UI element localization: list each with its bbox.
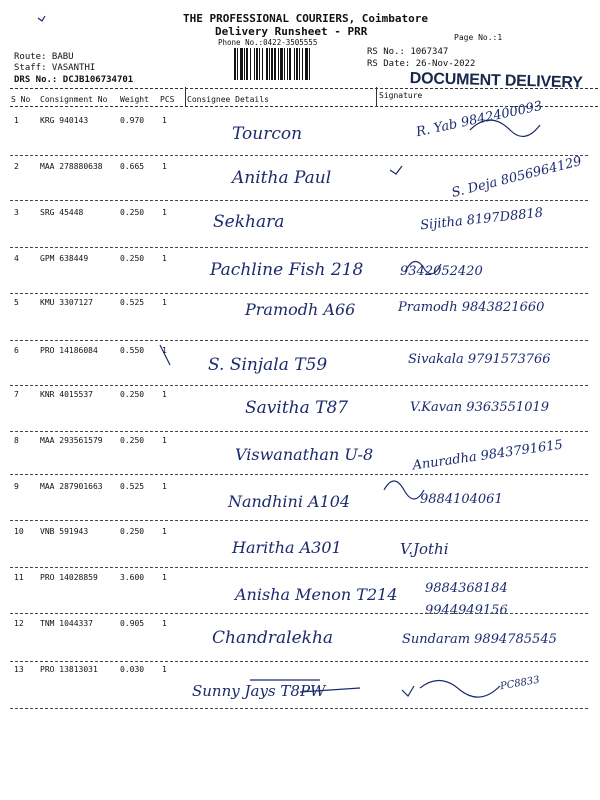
row-weight: 0.250	[120, 254, 145, 263]
row-signature-handwriting: 9884368184 9944949156	[425, 581, 508, 618]
row-consignment: TNM 1044337	[40, 619, 93, 628]
rs-date: RS Date: 26-Nov-2022	[367, 59, 476, 69]
row-consignee-handwriting: Anitha Paul	[232, 168, 332, 188]
drs-label: DRS No.:	[14, 75, 58, 85]
row-weight: 0.905	[120, 619, 145, 628]
row-consignment: KRG 940143	[40, 116, 89, 125]
row-consignment: PRO 14186084	[40, 346, 98, 355]
row-consignee-handwriting: Tourcon	[232, 124, 303, 144]
runsheet-subtitle: Delivery Runsheet - PRR	[215, 25, 368, 38]
row-pcs: 1	[162, 116, 167, 125]
page-number: Page No.:1	[454, 33, 503, 42]
scribble-stroke	[160, 345, 170, 365]
tick-mark	[390, 166, 402, 174]
row-signature-handwriting: V.Kavan 9363551019	[410, 400, 550, 415]
row-sno: 6	[14, 346, 19, 355]
row-sno: 7	[14, 390, 19, 399]
row-pcs: 1	[162, 254, 167, 263]
row-consignment: VNB 591943	[40, 527, 89, 536]
col-consignee: Consignee Details	[187, 95, 269, 104]
row-sno: 5	[14, 298, 19, 307]
row-sno: 1	[14, 116, 19, 125]
row-sno: 13	[14, 665, 24, 674]
row-consignment: PRO 14028859	[40, 573, 98, 582]
scribble-stroke	[384, 481, 424, 499]
row-weight: 0.030	[120, 665, 145, 674]
col-sno: S No	[11, 95, 31, 104]
row-signature-handwriting: Pramodh 9843821660	[398, 300, 545, 315]
row-sno: 11	[14, 573, 24, 582]
row-pcs: 1	[162, 208, 167, 217]
row-sno: 3	[14, 208, 19, 217]
row-consignment: MAA 278880638	[40, 162, 103, 171]
strike-through	[250, 680, 360, 692]
row-signature-handwriting: S. Deja 8056964129	[450, 154, 584, 201]
document-delivery-stamp: DOCUMENT DELIVERY	[409, 70, 583, 92]
row-signature-handwriting: Sivakala 9791573766	[408, 352, 551, 367]
row-consignment: MAA 293561579	[40, 436, 103, 445]
row-pcs: 1	[162, 390, 167, 399]
row-weight: 0.970	[120, 116, 145, 125]
row-pcs: 1	[162, 527, 167, 536]
row-consignment: PRO 13813031	[40, 665, 98, 674]
row-consignee-handwriting: S. Sinjala T59	[208, 355, 328, 375]
row-pcs: 1	[162, 298, 167, 307]
col-weight: Weight	[120, 95, 149, 104]
company-title: THE PROFESSIONAL COURIERS, Coimbatore	[183, 12, 429, 25]
row-pcs: 1	[162, 436, 167, 445]
row-pcs: 1	[162, 346, 167, 355]
col-signature: Signature	[379, 91, 423, 100]
row-weight: 0.525	[120, 482, 145, 491]
corner-mark	[38, 16, 45, 21]
scribble-stroke	[402, 680, 500, 697]
row-consignee-handwriting: Chandralekha	[212, 628, 334, 648]
row-sno: 9	[14, 482, 19, 491]
row-signature-handwriting: 9884104061	[420, 492, 503, 507]
row-signature-handwriting: R. Yab 9842400093	[414, 98, 544, 141]
route-label: Route: BABU	[14, 52, 74, 62]
row-pcs: 1	[162, 162, 167, 171]
row-signature-handwriting: V.Jothi	[400, 540, 449, 558]
row-weight: 0.250	[120, 390, 145, 399]
row-weight: 0.250	[120, 208, 145, 217]
row-signature-handwriting: 9342052420	[400, 264, 483, 279]
row-weight: 0.550	[120, 346, 145, 355]
row-sno: 4	[14, 254, 19, 263]
row-weight: 0.250	[120, 436, 145, 445]
phone-number: Phone No.:0422-3505555	[218, 38, 318, 47]
row-consignee-handwriting: Sekhara	[213, 212, 285, 232]
col-consignment: Consignment No	[40, 95, 108, 104]
row-weight: 0.525	[120, 298, 145, 307]
row-consignee-handwriting: Sunny Jays T8PW	[192, 682, 326, 700]
row-consignment: MAA 287901663	[40, 482, 103, 491]
row-pcs: 1	[162, 573, 167, 582]
row-consignee-handwriting: Savitha T87	[245, 398, 349, 418]
row-sno: 12	[14, 619, 24, 628]
row-consignee-handwriting: Anisha Menon T214	[235, 585, 398, 604]
row-consignment: KMU 3307127	[40, 298, 93, 307]
row-consignee-handwriting: Nandhini A104	[228, 492, 351, 511]
col-pcs: PCS	[160, 95, 175, 104]
row-signature-handwriting: Sijitha 8197D8818	[419, 205, 544, 234]
row-consignment: KNR 4015537	[40, 390, 93, 399]
row-sno: 2	[14, 162, 19, 171]
row-consignee-handwriting: Pramodh A66	[245, 300, 356, 319]
row-pcs: 1	[162, 482, 167, 491]
scribble-stroke	[470, 120, 540, 136]
row-sno: 10	[14, 527, 24, 536]
row-signature-handwriting: Anuradha 9843791615	[411, 437, 564, 474]
row-consignment: GPM 638449	[40, 254, 89, 263]
row-consignee-handwriting: Pachline Fish 218	[210, 260, 364, 280]
row-signature-handwriting: Sundaram 9894785545	[402, 632, 557, 647]
row-signature-handwriting: PC8833	[499, 674, 541, 693]
row-weight: 0.250	[120, 527, 145, 536]
drs-value: DCJB106734701	[62, 75, 134, 85]
row-weight: 0.665	[120, 162, 145, 171]
rs-number: RS No.: 1067347	[367, 47, 449, 57]
row-consignment: SRG 45448	[40, 208, 84, 217]
row-weight: 3.600	[120, 573, 145, 582]
row-consignee-handwriting: Viswanathan U-8	[235, 445, 374, 464]
row-consignee-handwriting: Haritha A301	[232, 538, 342, 557]
row-pcs: 1	[162, 619, 167, 628]
staff-label: Staff: VASANTHI	[14, 63, 96, 73]
row-pcs: 1	[162, 665, 167, 674]
scribble-stroke	[405, 261, 441, 273]
row-sno: 8	[14, 436, 19, 445]
